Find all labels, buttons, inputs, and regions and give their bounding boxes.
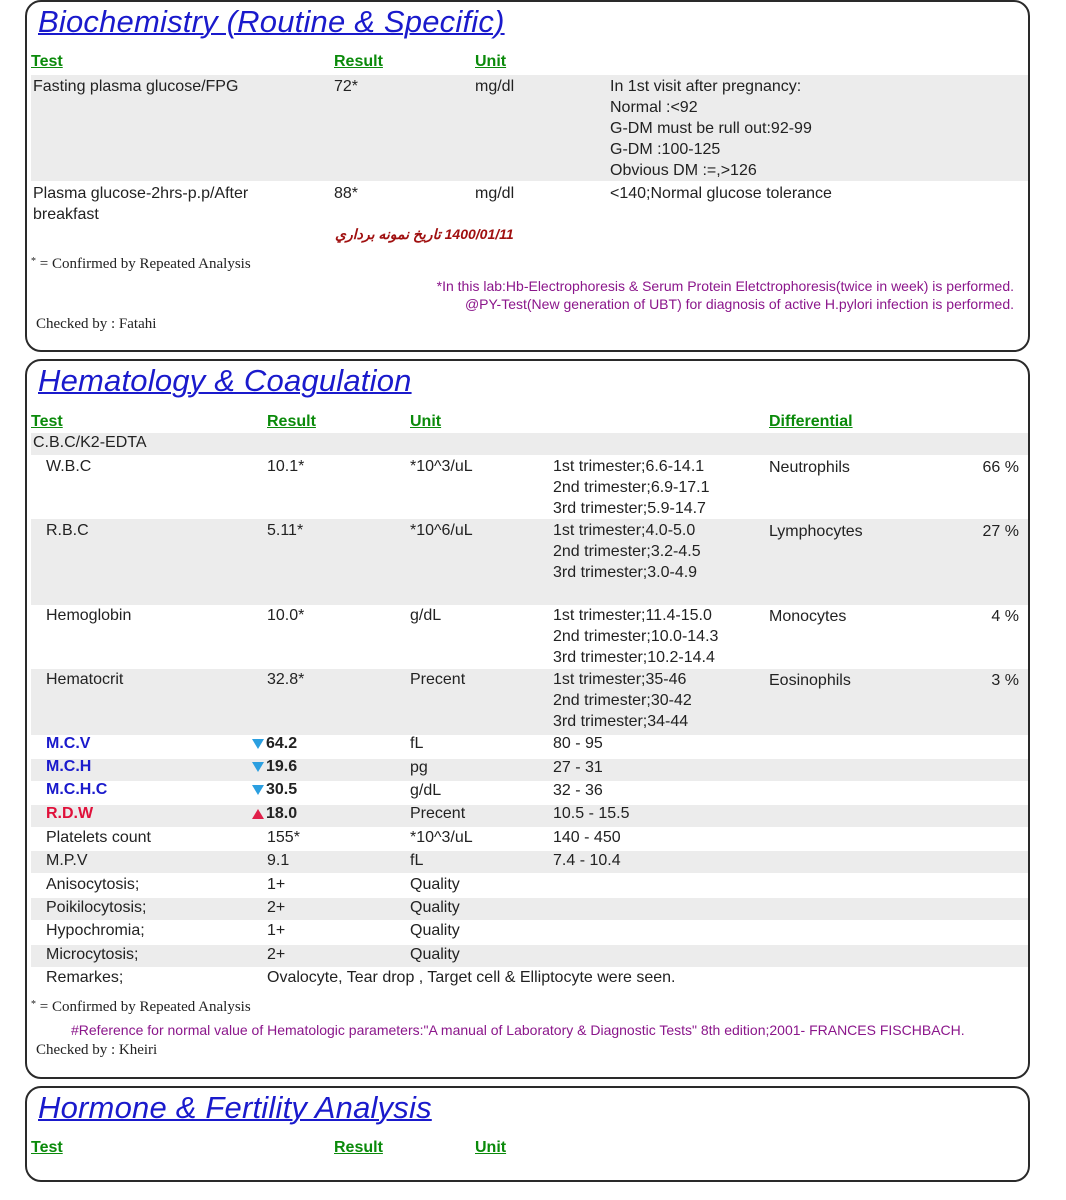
hormone-title: Hormone & Fertility Analysis [38, 1090, 432, 1125]
rdw-test: R.D.W [46, 805, 94, 822]
band-hct [31, 669, 1028, 735]
hematology-title: Hematology & Coagulation [38, 363, 412, 398]
wbc-ref: 1st trimester;6.6-14.1 2nd trimester;6.9-17.1 3rd trimester;5.9-14.7 [553, 458, 710, 517]
remarks-text: Ovalocyte, Tear drop , Target cell & Elliptocyte were seen. [267, 969, 676, 986]
bio-lab-note-1: *In this lab:Hb-Electrophoresis & Serum Protein Eletctrophoresis(twice in week) is performed. [436, 278, 1014, 294]
bio-confirmed-note: * = Confirmed by Repeated Analysis [31, 256, 251, 272]
plt-test: Platelets count [46, 829, 151, 846]
low-arrow-icon [252, 762, 264, 772]
hormone-header-test: Test [31, 1139, 63, 1156]
hct-result: 32.8* [267, 671, 305, 688]
bio-row-pp-ref: <140;Normal glucose tolerance [610, 185, 832, 202]
band-mpv [31, 851, 1028, 873]
bio-row-pp-result: 88* [334, 185, 359, 202]
mcv-result: 64.2 [266, 735, 298, 752]
plt-result: 155* [267, 829, 300, 846]
mchc-ref: 32 - 36 [553, 782, 603, 799]
remarks-label: Remarkes; [46, 969, 124, 986]
band-micro [31, 945, 1028, 967]
mchc-unit: g/dL [410, 782, 442, 799]
hema-header-differential: Differential [769, 413, 853, 430]
bio-row-fpg-unit: mg/dl [475, 78, 515, 95]
mpv-test: M.P.V [46, 852, 88, 869]
hct-ref: 1st trimester;35-46 2nd trimester;30-42 3rd trimester;34-44 [553, 671, 692, 730]
hgb-unit: g/dL [410, 607, 442, 624]
diff-lymphocytes-pct: 27 % [982, 523, 1019, 540]
micro-test: Microcytosis; [46, 946, 139, 963]
mcv-unit: fL [410, 735, 424, 752]
hema-header-test: Test [31, 413, 63, 430]
bio-lab-note-2: @PY-Test(New generation of UBT) for diagnosis of active H.pylori infection is performed. [464, 296, 1014, 312]
poik-unit: Quality [410, 899, 460, 916]
rbc-test: R.B.C [46, 522, 89, 539]
rbc-unit: *10^6/uL [410, 522, 473, 539]
aniso-test: Anisocytosis; [46, 876, 140, 893]
aniso-result: 1+ [267, 876, 286, 893]
diff-monocytes-pct: 4 % [991, 608, 1019, 625]
mpv-result: 9.1 [267, 852, 290, 869]
mchc-result-cell [252, 781, 297, 799]
hgb-ref: 1st trimester;11.4-15.0 2nd trimester;10.0-14.3 3rd trimester;10.2-14.4 [553, 607, 719, 666]
mch-result: 19.6 [266, 758, 298, 775]
hypo-test: Hypochromia; [46, 922, 145, 939]
rdw-ref: 10.5 - 15.5 [553, 805, 630, 822]
bio-row-fpg-test: Fasting plasma glucose/FPG [33, 78, 239, 95]
rdw-unit: Precent [410, 805, 466, 822]
hormone-panel [25, 1086, 1030, 1182]
rbc-result: 5.11* [267, 522, 304, 539]
low-arrow-icon [252, 785, 264, 795]
hema-header-unit: Unit [410, 413, 442, 430]
low-arrow-icon [252, 739, 264, 749]
wbc-result: 10.1* [267, 458, 305, 475]
diff-neutrophils: Neutrophils [769, 459, 850, 476]
high-arrow-icon [252, 809, 264, 819]
bio-row-fpg-result: 72* [334, 78, 359, 95]
aniso-unit: Quality [410, 876, 460, 893]
hct-unit: Precent [410, 671, 466, 688]
hypo-result: 1+ [267, 922, 286, 939]
diff-eosinophils: Eosinophils [769, 672, 851, 689]
bio-row-pp-unit: mg/dl [475, 185, 515, 202]
band-cbc [31, 433, 1028, 455]
hema-checked-by: Checked by : Kheiri [36, 1042, 158, 1058]
band-mch [31, 759, 1028, 781]
diff-eosinophils-pct: 3 % [991, 672, 1019, 689]
mch-ref: 27 - 31 [553, 759, 603, 776]
diff-monocytes: Monocytes [769, 608, 847, 625]
plt-unit: *10^3/uL [410, 829, 473, 846]
hgb-test: Hemoglobin [46, 607, 132, 624]
hormone-header-result: Result [334, 1139, 383, 1156]
bio-row-fpg-ref: In 1st visit after pregnancy: Normal :<92 G-DM must be rull out:92-99 G-DM :100-125 Obvious DM :=,>126 [610, 78, 812, 179]
bio-header-test: Test [31, 53, 63, 70]
cbc-group-label: C.B.C/K2-EDTA [33, 434, 147, 451]
rbc-ref: 1st trimester;4.0-5.0 2nd trimester;3.2-4.5 3rd trimester;3.0-4.9 [553, 522, 701, 581]
diff-lymphocytes: Lymphocytes [769, 523, 863, 540]
biochemistry-title: Biochemistry (Routine & Specific) [38, 4, 505, 39]
hema-reference-note: #Reference for normal value of Hematologic parameters:"A manual of Laboratory & Diagnostic Tests" 8th edition;2001- FRANCES FISCHBACH. [71, 1022, 965, 1038]
micro-result: 2+ [267, 946, 286, 963]
sample-date: 1400/01/11 تاريخ نمونه برداري [335, 226, 514, 242]
hypo-unit: Quality [410, 922, 460, 939]
mch-result-cell [252, 758, 297, 776]
hema-header-result: Result [267, 413, 316, 430]
mpv-ref: 7.4 - 10.4 [553, 852, 621, 869]
hematology-panel [25, 359, 1030, 1079]
wbc-test: W.B.C [46, 458, 92, 475]
hgb-result: 10.0* [267, 607, 305, 624]
mch-test: M.C.H [46, 758, 92, 775]
hema-confirmed-note: * = Confirmed by Repeated Analysis [31, 999, 251, 1015]
rdw-result-cell [252, 805, 297, 823]
rdw-result: 18.0 [266, 805, 298, 822]
mchc-result: 30.5 [266, 781, 298, 798]
hormone-header-unit: Unit [475, 1139, 507, 1156]
band-rdw [31, 805, 1028, 827]
bio-row-pp-test: Plasma glucose-2hrs-p.p/After breakfast [33, 185, 249, 223]
mcv-result-cell [252, 735, 297, 753]
asterisk-mark: * [31, 256, 36, 267]
micro-unit: Quality [410, 946, 460, 963]
diff-neutrophils-pct: 66 % [982, 459, 1019, 476]
bio-checked-by: Checked by : Fatahi [36, 316, 157, 332]
bio-header-unit: Unit [475, 53, 507, 70]
poik-test: Poikilocytosis; [46, 899, 147, 916]
plt-ref: 140 - 450 [553, 829, 621, 846]
hct-test: Hematocrit [46, 671, 124, 688]
poik-result: 2+ [267, 899, 286, 916]
mchc-test: M.C.H.C [46, 781, 108, 798]
mpv-unit: fL [410, 852, 424, 869]
asterisk-mark: * [31, 999, 36, 1010]
mch-unit: pg [410, 759, 428, 776]
wbc-unit: *10^3/uL [410, 458, 473, 475]
band-rbc [31, 519, 1028, 605]
biochemistry-panel [25, 0, 1030, 352]
bio-header-result: Result [334, 53, 383, 70]
mcv-test: M.C.V [46, 735, 91, 752]
mcv-ref: 80 - 95 [553, 735, 603, 752]
band-poik [31, 898, 1028, 920]
